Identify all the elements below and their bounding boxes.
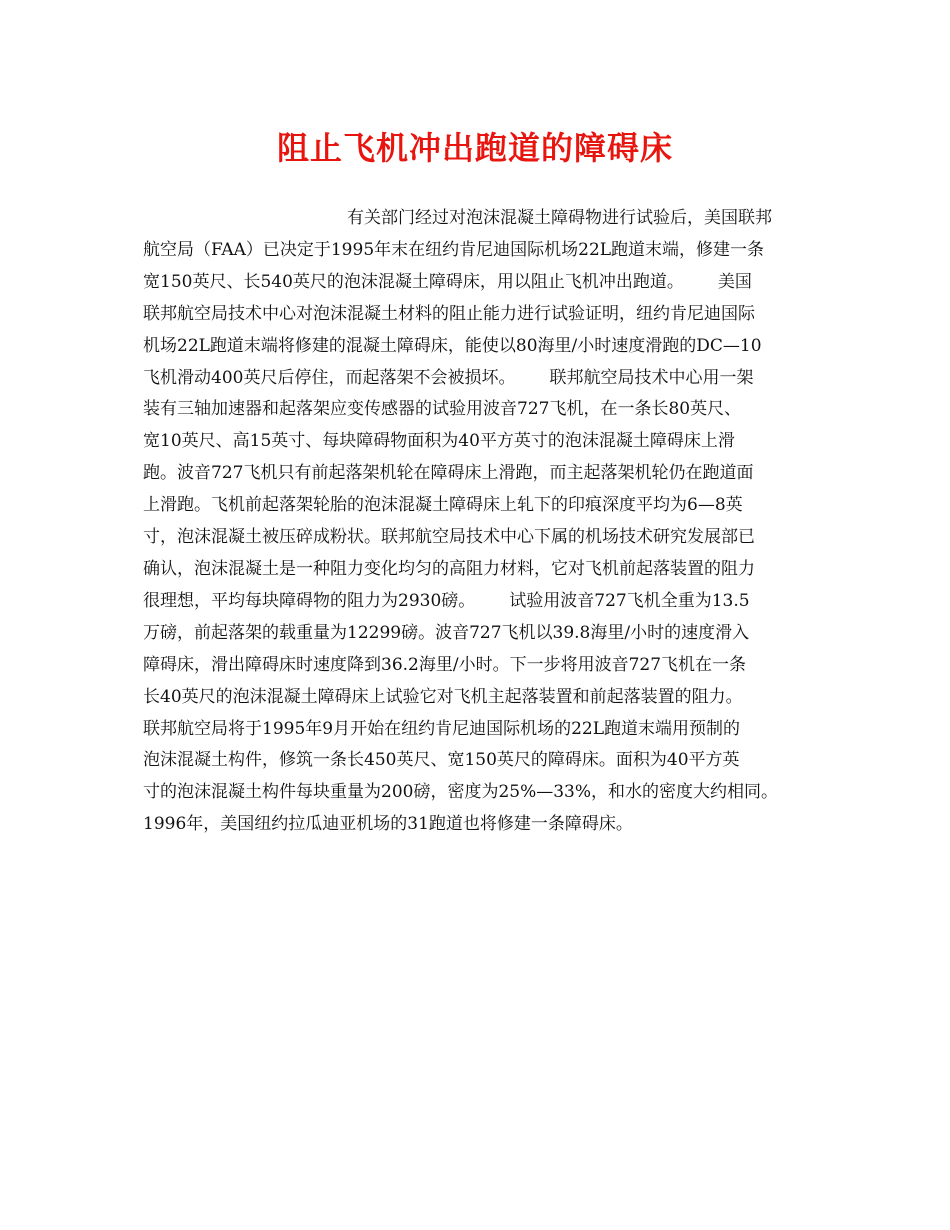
paragraph-line: 装有三轴加速器和起落架应变传感器的试验用波音727飞机，在一条长80英尺、 [143, 399, 742, 420]
paragraph-line: 跑。波音727飞机只有前起落架机轮在障碍床上滑跑，而主起落架机轮仍在跑道面 [143, 463, 754, 484]
paragraph-line: 寸，泡沫混凝土被压碎成粉状。联邦航空局技术中心下属的机场技术研究发展部已 [143, 527, 755, 548]
article-body [143, 203, 823, 841]
paragraph-line: 联邦航空局将于1995年9月开始在纽约肯尼迪国际机场的22L跑道末端用预制的 [143, 718, 740, 739]
paragraph-line: 航空局（FAA）已决定于1995年末在纽约肯尼迪国际机场22L跑道末端，修建一条 [143, 239, 765, 260]
paragraph-line: 联邦航空局技术中心对泡沫混凝土材料的阻止能力进行试验证明，纽约肯尼迪国际 [143, 303, 755, 324]
paragraph-line: 万磅，前起落架的载重量为12299磅。波音727飞机以39.8海里/小时的速度滑入 [143, 622, 750, 643]
paragraph-line: 机场22L跑道末端将修建的混凝土障碍床，能使以80海里/小时速度滑跑的DC—10 [143, 335, 762, 356]
paragraph-line: 长40英尺的泡沫混凝土障碍床上试验它对飞机主起落装置和前起落装置的阻力。 [143, 686, 743, 707]
paragraph-line: 有关部门经过对泡沫混凝土障碍物进行试验后，美国联邦 [347, 208, 772, 228]
page-title: 阻止飞机冲出跑道的障碍床 [276, 129, 673, 167]
paragraph-line: 障碍床，滑出障碍床时速度降到36.2海里/小时。下一步将用波音727飞机在一条 [143, 654, 747, 675]
paragraph-line: 上滑跑。飞机前起落架轮胎的泡沫混凝土障碍床上轧下的印痕深度平均为6—8英 [143, 495, 743, 516]
paragraph-line: 很理想，平均每块障碍物的阻力为2930磅。 试验用波音727飞机全重为13.5 [143, 590, 750, 611]
paragraph-line: 寸的泡沫混凝土构件每块重量为200磅，密度为25%—33%，和水的密度大约相同。 [143, 782, 779, 803]
paragraph-line: 1996年，美国纽约拉瓜迪亚机场的31跑道也将修建一条障碍床。 [143, 814, 633, 835]
paragraph-line: 宽150英尺、长540英尺的泡沫混凝土障碍床，用以阻止飞机冲出跑道。 美国 [143, 271, 752, 292]
paragraph-line: 确认，泡沫混凝土是一种阻力变化均匀的高阻力材料，它对飞机前起落装置的阻力 [143, 558, 755, 579]
paragraph-line: 飞机滑动400英尺后停住，而起落架不会被损坏。 联邦航空局技术中心用一架 [143, 367, 754, 388]
paragraph-line: 泡沫混凝土构件，修筑一条长450英尺、宽150英尺的障碍床。面积为40平方英 [143, 750, 740, 771]
paragraph-line: 宽10英尺、高15英寸、每块障碍物面积为40平方英寸的泡沫混凝土障碍床上滑 [143, 431, 735, 452]
